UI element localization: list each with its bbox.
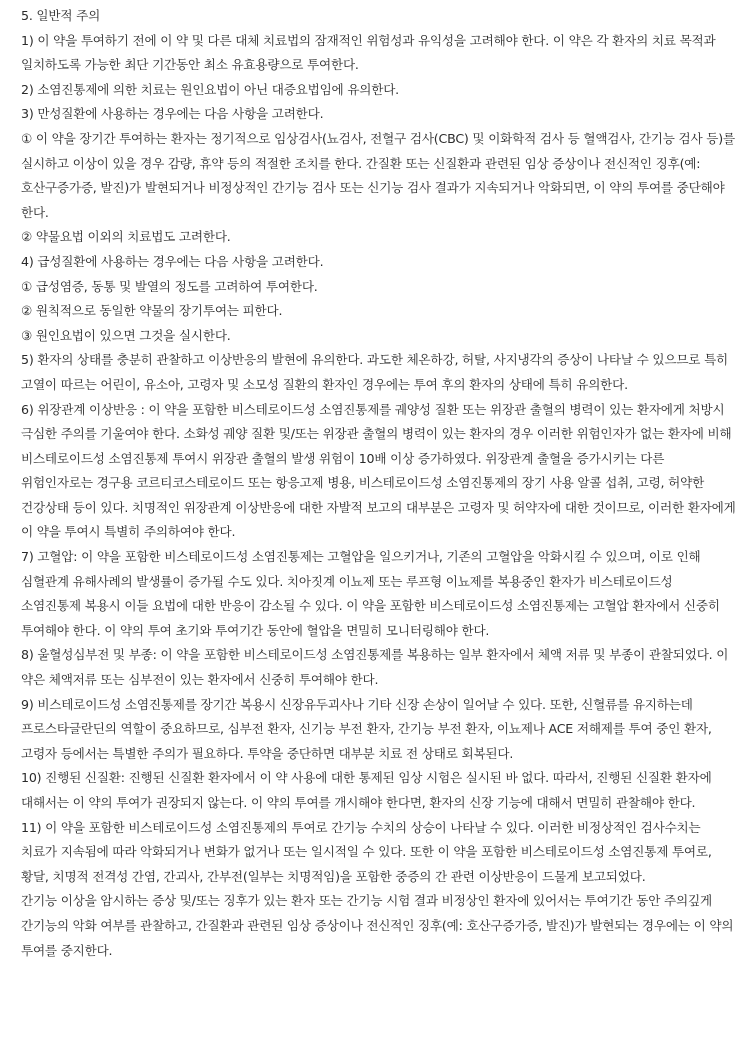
paragraph-item-11: 11) 이 약을 포함한 비스테로이드성 소염진통제의 투여로 간기능 수치의 상승이 나타날 수 있다. 이러한 비정상적인 검사수치는 치료가 지속됨에 따라 악화되거나 변화가 없거나 또는 일시적일 수 있다. 또한 이 약을 포함한 비스테로이드성 소염진통제 투여로, 황달, 치명적 전격성 간염, 간괴사, 간부전(일부는 치명적임)을 포함한 중증의 간 관련 이상반응이 드물게 보고되었다. [21, 819, 712, 884]
paragraph-item-4-3: ③ 원인요법이 있으면 그것을 실시한다. [21, 327, 231, 343]
paragraph-item-5: 5) 환자의 상태를 충분히 관찰하고 이상반응의 발현에 유의한다. 과도한 체온하강, 허탈, 사지냉각의 증상이 나타날 수 있으므로 특히 고열이 따르는 어린이, 유소아, 고령자 및 소모성 질환의 환자인 경우에는 투여 후의 환자의 상태에 특히 유의한다. [21, 352, 728, 392]
paragraph-item-11-continued: 간기능 이상을 암시하는 증상 및/또는 징후가 있는 환자 또는 간기능 시험 결과 비정상인 환자에 있어서는 투여기간 동안 주의깊게 간기능의 악화 여부를 관찰하고, 간질환과 관련된 임상 증상이나 전신적인 징후(예: 호산구증가증, 발진)가 발현되는 경우에는 이 약의 투여를 중지한다. [21, 893, 734, 958]
paragraph-item-2: 2) 소염진통제에 의한 치료는 원인요법이 아닌 대증요법임에 유의한다. [21, 81, 399, 97]
paragraph-item-1: 1) 이 약을 투여하기 전에 이 약 및 다른 대체 치료법의 잠재적인 위험성과 유익성을 고려해야 한다. 이 약은 각 환자의 치료 목적과 일치하도록 가능한 최단 기간동안 최소 유효용량으로 투여한다. [21, 32, 716, 73]
paragraph-item-4-2: ② 원칙적으로 동일한 약물의 장기투여는 피한다. [21, 303, 283, 319]
paragraph-item-4-1: ① 급성염증, 동통 및 발열의 정도를 고려하여 투여한다. [21, 278, 318, 294]
paragraph-item-10: 10) 진행된 신질환: 진행된 신질환 환자에서 이 약 사용에 대한 통제된 임상 시험은 실시된 바 없다. 따라서, 진행된 신질환 환자에 대해서는 이 약의 투여가 권장되지 않는다. 이 약의 투여를 개시해야 한다면, 환자의 신장 기능에 대해서 면밀히 관찰해야 한다. [21, 770, 712, 810]
paragraph-item-3-2: ② 약물요법 이외의 치료법도 고려한다. [21, 229, 231, 245]
paragraph-item-8: 8) 울혈성심부전 및 부종: 이 약을 포함한 비스테로이드성 소염진통제를 복용하는 일부 환자에서 체액 저류 및 부종이 관찰되었다. 이 약은 체액저류 또는 심부전이 있는 환자에서 신중히 투여해야 한다. [21, 647, 729, 688]
paragraph-item-4: 4) 급성질환에 사용하는 경우에는 다음 사항을 고려한다. [21, 253, 324, 269]
paragraph-item-7: 7) 고혈압: 이 약을 포함한 비스테로이드성 소염진통제는 고혈압을 일으키거나, 기존의 고혈압을 악화시킬 수 있으며, 이로 인해 심혈관계 유해사례의 발생률이 증가될 수도 있다. 치아짓계 이뇨제 또는 루프형 이뇨제를 복용중인 환자가 비스테로이드성 소염진통제 복용시 이들 요법에 대한 반응이 감소될 수 있다. 이 약을 포함한 비스테로이드성 소염진통제는 고혈압 환자에서 신중히 투여해야 한다. 이 약의 투여 초기와 투여기간 동안에 혈압을 면밀히 모니터링해야 한다. [21, 549, 720, 638]
section-heading: 5. 일반적 주의 [21, 8, 101, 23]
paragraph-item-3: 3) 만성질환에 사용하는 경우에는 다음 사항을 고려한다. [21, 106, 324, 122]
paragraph-item-6: 6) 위장관계 이상반응 : 이 약을 포함한 비스테로이드성 소염진통제를 궤양성 질환 또는 위장관 출혈의 병력이 있는 환자에게 처방시 극심한 주의를 기울여야 한다. 소화성 궤양 질환 및/또는 위장관 출혈의 병력이 있는 환자의 경우 이러한 위험인자가 없는 환자에 비해 비스테로이드성 소염진통제 투여시 위장관 출혈의 발생 위험이 10배 이상 증가하였다. 위장관계 출혈을 증가시키는 다른 위험인자로는 경구용 코르티코스테로이드 또는 항응고제 병용, 비스테로이드성 소염진통제의 장기 사용 알콜 섭취, 고령, 허약한 건강상태 등이 있다. 치명적인 위장관계 이상반응에 대한 자발적 보고의 대부분은 고령자 및 허약자에 대한 것이므로, 이러한 환자에게 이 약을 투여시 특별히 주의하여야 한다. [21, 401, 736, 540]
paragraph-item-3-1: ① 이 약을 장기간 투여하는 환자는 정기적으로 임상검사(뇨검사, 전혈구 검사(CBC) 및 이화학적 검사 등 혈액검사, 간기능 검사 등)를 실시하고 이상이 있을 경우 감량, 휴약 등의 적절한 조치를 한다. 간질환 또는 신질환과 관련된 임상 증상이나 전신적인 징후(예: 호산구증가증, 발진)가 발현되거나 비정상적인 간기능 검사 또는 신기능 검사 결과가 지속되거나 악화되면, 이 약의 투여를 중단해야 한다. [21, 130, 735, 220]
paragraph-item-9: 9) 비스테로이드성 소염진통제를 장기간 복용시 신장유두괴사나 기타 신장 손상이 일어날 수 있다. 또한, 신혈류를 유지하는데 프로스타글란딘의 역할이 중요하므로, 심부전 환자, 신기능 부전 환자, 간기능 부전 환자, 이뇨제나 ACE 저해제를 투여 중인 환자, 고령자 등에서는 특별한 주의가 필요하다. 투약을 중단하면 대부분 치료 전 상태로 회복된다. [21, 696, 712, 761]
